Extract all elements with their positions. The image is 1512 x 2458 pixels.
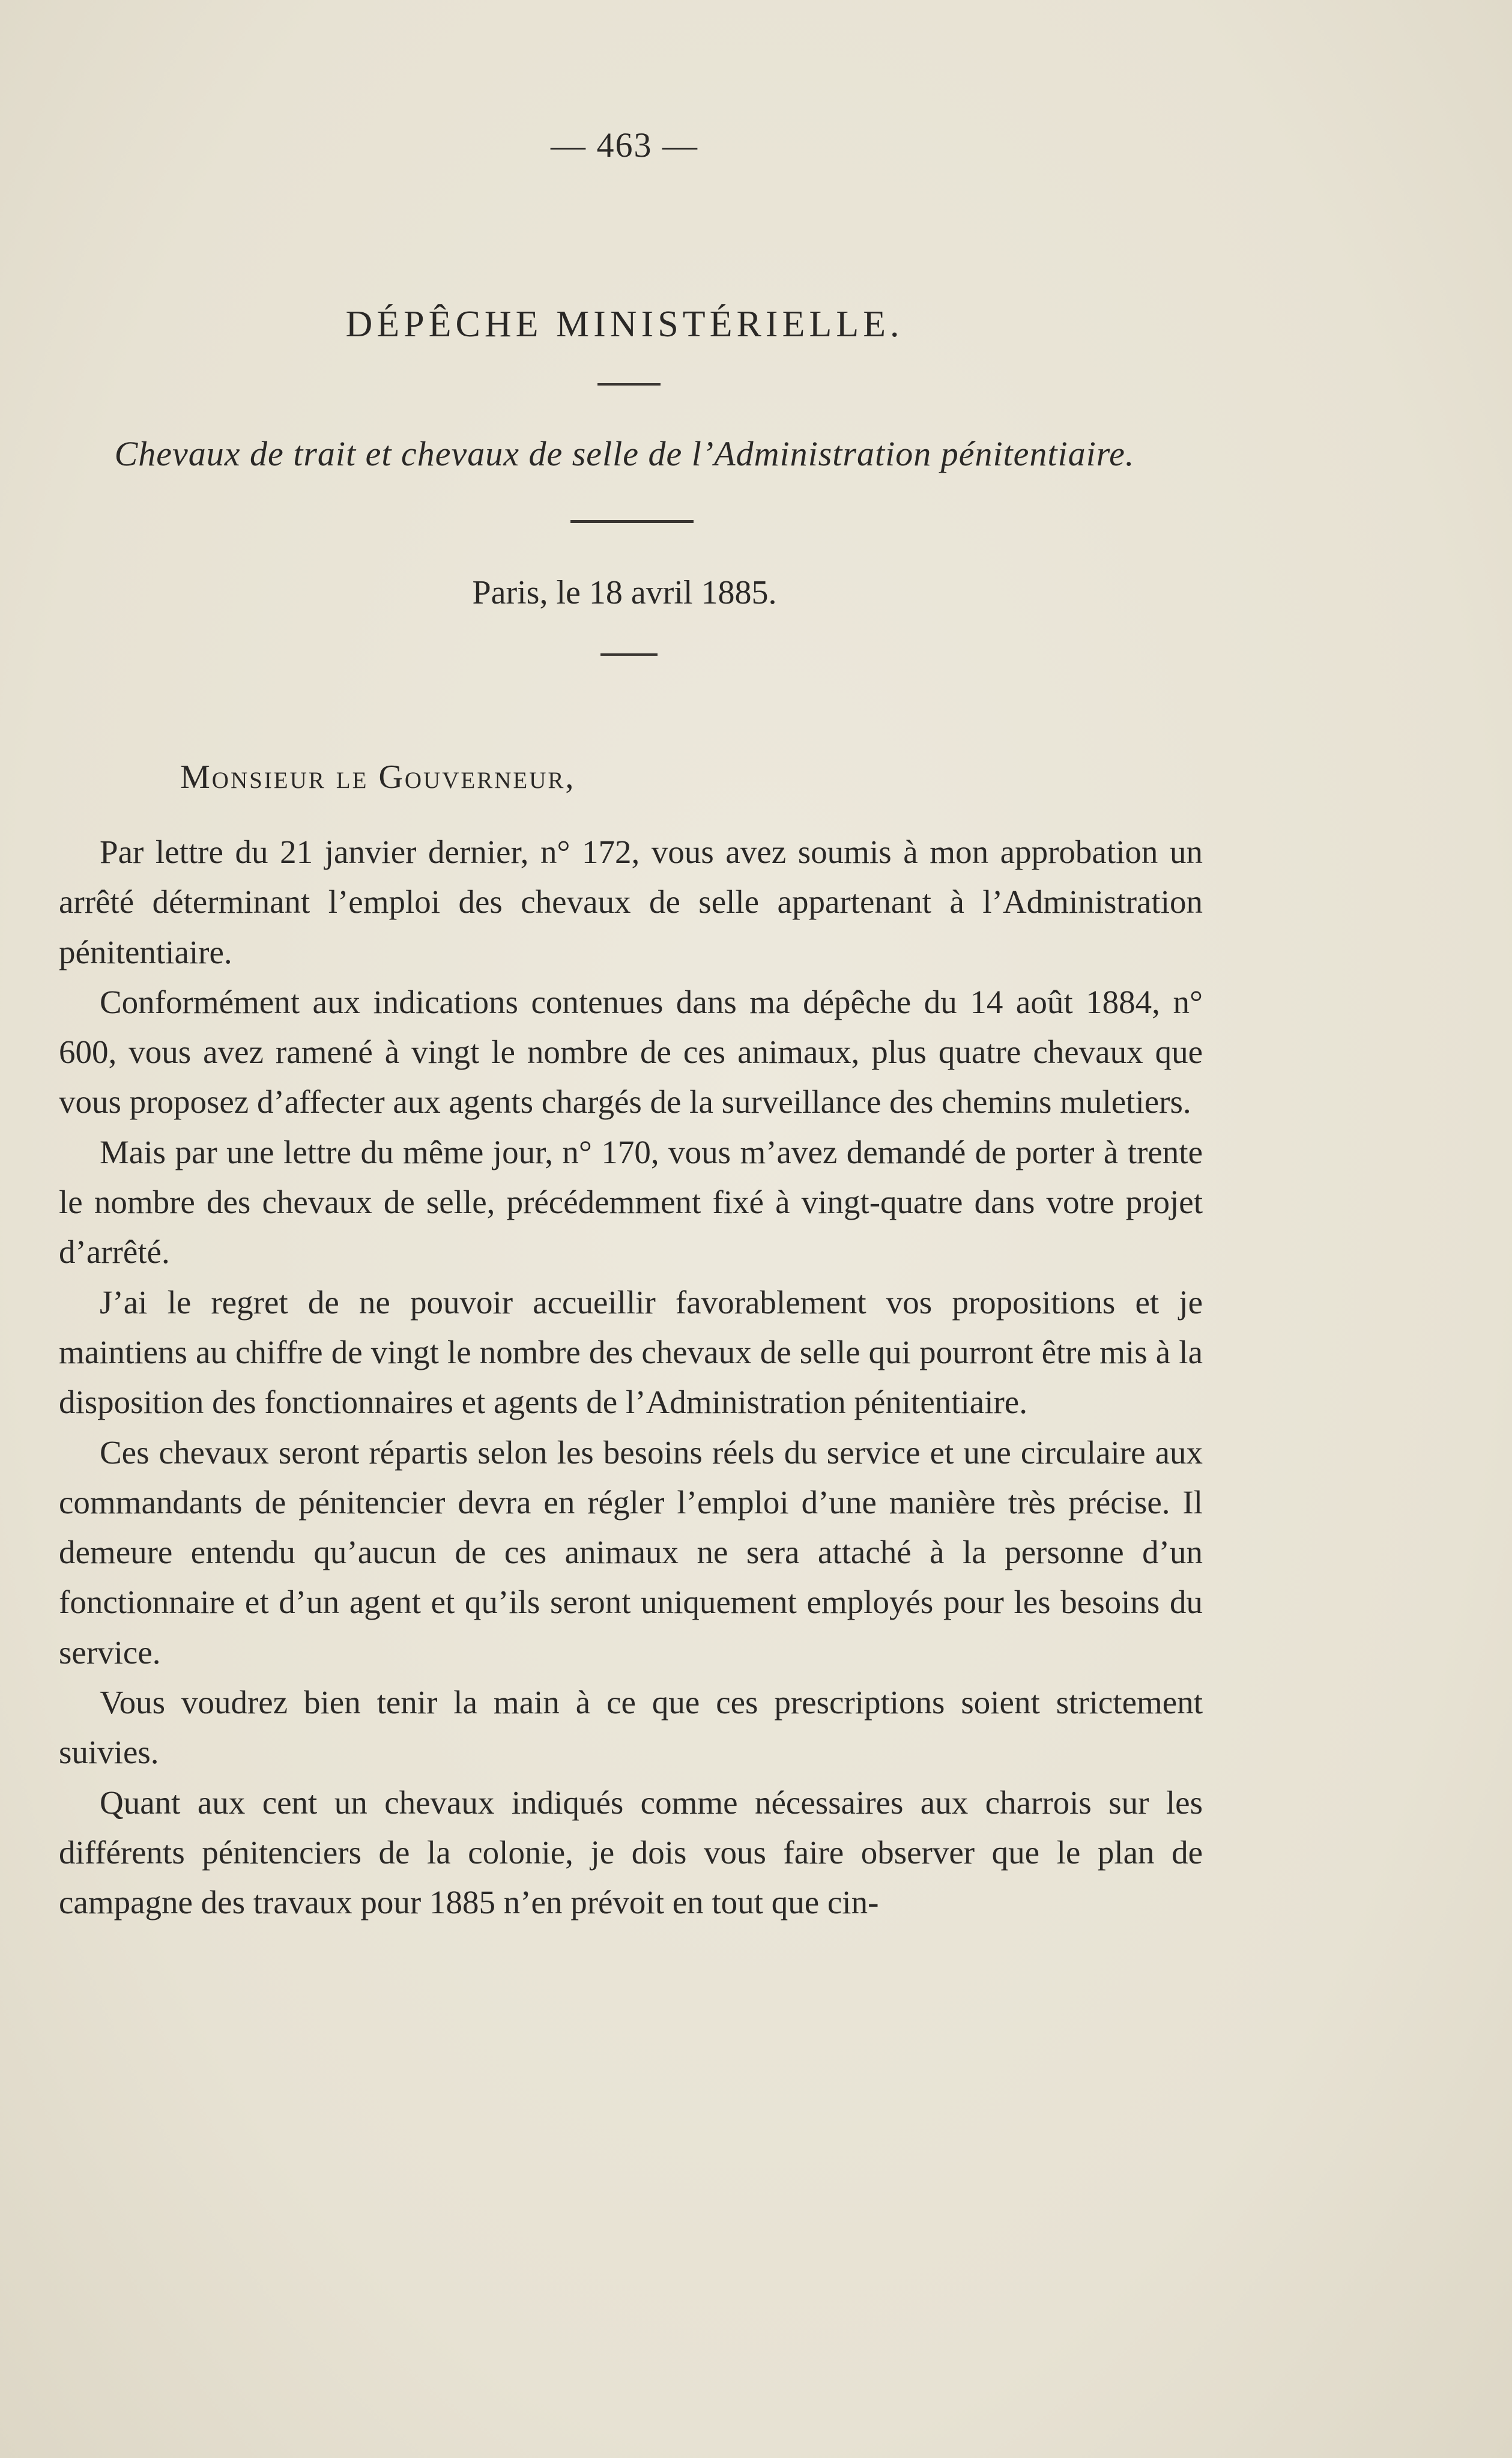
paragraph: Vous voudrez bien tenir la main à ce que ces prescriptions soient strictement suivies.	[59, 1684, 1203, 1771]
paragraph: Mais par une lettre du même jour, n° 170, vous m’avez demandé de porter à trente le nombre des chevaux de selle, précédemment fixé à vingt-quatre dans votre projet d’arrêté.	[59, 1133, 1203, 1271]
divider	[597, 383, 661, 386]
paragraph: Par lettre du 21 janvier dernier, n° 172, vous avez soumis à mon approbation un arrêté déterminant l’emploi des chevaux de selle appartenant à l’Administration pénitentiaire.	[59, 834, 1203, 970]
dateline: Paris, le 18 avril 1885.	[472, 574, 777, 611]
document-title: DÉPÊCHE MINISTÉRIELLE.	[345, 304, 904, 345]
paragraph: Ces chevaux seront répartis selon les besoins réels du service et une circulaire aux commandants de pénitencier devra en régler l’emploi d’une manière très précise. Il demeure entendu qu’aucun de ces animaux ne sera attaché à la personne d’un fonctionnaire et d’un agent et qu’ils seront uniquement employés pour les besoins du service.	[59, 1433, 1203, 1671]
page-number: — 463 —	[551, 126, 698, 165]
document-subtitle: Chevaux de trait et chevaux de selle de l’Administration pénitentiaire.	[114, 434, 1135, 473]
paragraph: Quant aux cent un chevaux indiqués comme nécessaires aux charrois sur les différents pénitenciers de la colonie, je dois vous faire observer que le plan de campagne des travaux pour 1885 n’en prévoit en tout que cin-	[59, 1784, 1203, 1921]
paragraph: Conformément aux indications contenues dans ma dépêche du 14 août 1884, n° 600, vous avez ramené à vingt le nombre de ces animaux, plus quatre chevaux que vous proposez d’affecter aux agents chargés de la surveillance des chemins muletiers.	[59, 983, 1203, 1121]
letter-body	[59, 827, 1203, 1928]
salutation: Monsieur le Gouverneur,	[180, 758, 576, 796]
divider	[570, 520, 694, 523]
paragraph: J’ai le regret de ne pouvoir accueillir favorablement vos propositions et je maintiens au chiffre de vingt le nombre des chevaux de selle qui pourront être mis à la disposition des fonctionnaires et agents de l’Administration pénitentiaire.	[59, 1283, 1203, 1421]
divider	[600, 653, 658, 656]
